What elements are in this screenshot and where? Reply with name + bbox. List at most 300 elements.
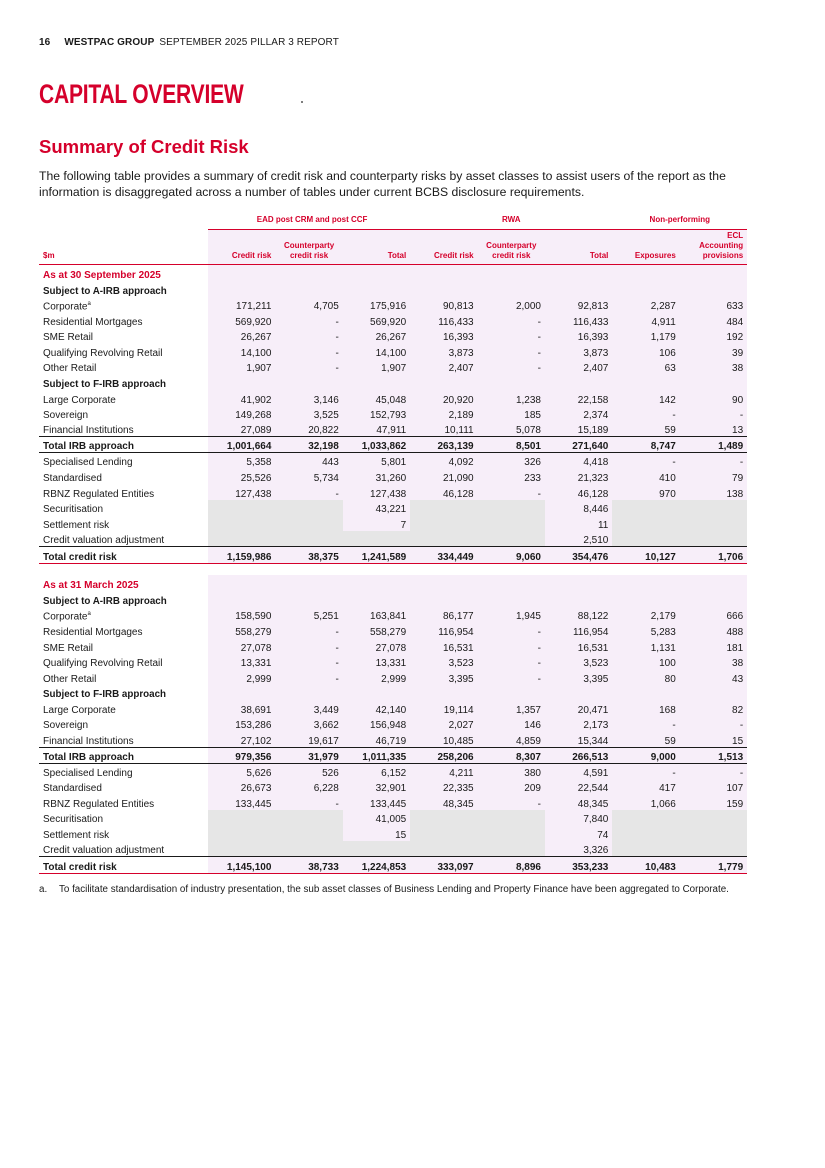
blank-cell bbox=[343, 575, 410, 591]
table-cell: 156,948 bbox=[343, 716, 410, 732]
blank-cell bbox=[545, 591, 612, 607]
blank-cell bbox=[545, 685, 612, 701]
na-cell bbox=[410, 531, 477, 547]
table-cell: 27,089 bbox=[208, 421, 275, 437]
table-cell: 6,152 bbox=[343, 763, 410, 779]
table-row bbox=[39, 468, 747, 484]
table-cell: 4,591 bbox=[545, 763, 612, 779]
table-cell: 13 bbox=[680, 421, 747, 437]
table-cell: 8,501 bbox=[478, 437, 545, 453]
na-cell bbox=[478, 531, 545, 547]
table-cell: 31,979 bbox=[275, 747, 342, 763]
na-cell bbox=[208, 515, 275, 531]
table-cell: 59 bbox=[612, 731, 679, 747]
table-cell: 3,523 bbox=[545, 654, 612, 670]
table-row bbox=[39, 794, 747, 810]
na-cell bbox=[680, 810, 747, 826]
table-row bbox=[39, 841, 747, 857]
na-cell bbox=[680, 531, 747, 547]
table-cell: 2,999 bbox=[343, 669, 410, 685]
table-cell: 488 bbox=[680, 622, 747, 638]
table-cell: 48,345 bbox=[410, 794, 477, 810]
table-cell: 181 bbox=[680, 638, 747, 654]
table-cell: 38,691 bbox=[208, 700, 275, 716]
blank-cell bbox=[275, 264, 342, 281]
blank-cell bbox=[208, 575, 275, 591]
table-cell: 1,224,853 bbox=[343, 857, 410, 874]
table-cell: 16,393 bbox=[545, 328, 612, 344]
table-cell: 116,954 bbox=[545, 622, 612, 638]
table-cell: 86,177 bbox=[410, 607, 477, 623]
na-cell bbox=[208, 810, 275, 826]
table-cell: 46,128 bbox=[545, 484, 612, 500]
table-cell: 1,513 bbox=[680, 747, 747, 763]
table-cell: 168 bbox=[612, 700, 679, 716]
table-cell: 74 bbox=[545, 825, 612, 841]
blank-cell bbox=[275, 281, 342, 297]
table-cell: 4,092 bbox=[410, 453, 477, 469]
table-cell: 163,841 bbox=[343, 607, 410, 623]
table-cell: 1,357 bbox=[478, 700, 545, 716]
table-cell: 4,418 bbox=[545, 453, 612, 469]
table-cell: 1,945 bbox=[478, 607, 545, 623]
row-label: Standardised bbox=[43, 472, 102, 484]
table-cell: 26,267 bbox=[343, 328, 410, 344]
table-cell: 14,100 bbox=[208, 343, 275, 359]
table-cell: 970 bbox=[612, 484, 679, 500]
table-cell: 133,445 bbox=[208, 794, 275, 810]
table-cell: 11 bbox=[545, 515, 612, 531]
row-label: Securitisation bbox=[43, 814, 104, 826]
row-label: Credit valuation adjustment bbox=[43, 845, 165, 857]
table-cell: - bbox=[478, 622, 545, 638]
table-cell: 38,375 bbox=[275, 546, 342, 563]
table-cell: - bbox=[478, 794, 545, 810]
table-cell: 43,221 bbox=[343, 500, 410, 516]
table-cell: 5,251 bbox=[275, 607, 342, 623]
table-cell: 3,873 bbox=[545, 343, 612, 359]
table-cell: 15 bbox=[680, 731, 747, 747]
table-cell: 43 bbox=[680, 669, 747, 685]
table-cell: 266,513 bbox=[545, 747, 612, 763]
decorative-dot bbox=[301, 101, 303, 103]
table-cell: 82 bbox=[680, 700, 747, 716]
table-cell: 2,287 bbox=[612, 297, 679, 313]
table-row bbox=[39, 343, 747, 359]
table-cell: - bbox=[275, 669, 342, 685]
table-cell: 3,146 bbox=[275, 390, 342, 406]
blank-cell bbox=[410, 591, 477, 607]
table-row bbox=[39, 500, 747, 516]
approach-row bbox=[39, 374, 747, 390]
row-label: Corporate$^a$ bbox=[43, 300, 91, 313]
na-cell bbox=[275, 825, 342, 841]
report-name: SEPTEMBER 2025 PILLAR 3 REPORT bbox=[159, 37, 339, 48]
table-cell: - bbox=[275, 343, 342, 359]
table-cell: 569,920 bbox=[208, 312, 275, 328]
table-cell: 5,283 bbox=[612, 622, 679, 638]
blank-cell bbox=[410, 281, 477, 297]
blank-cell bbox=[612, 264, 679, 281]
table-row bbox=[39, 638, 747, 654]
table-row bbox=[39, 763, 747, 779]
table-cell: - bbox=[275, 328, 342, 344]
blank-cell bbox=[680, 281, 747, 297]
na-cell bbox=[275, 500, 342, 516]
row-label: Sovereign bbox=[43, 410, 89, 422]
table-cell: - bbox=[478, 328, 545, 344]
table-cell: 666 bbox=[680, 607, 747, 623]
table-row bbox=[39, 312, 747, 328]
table-cell: 2,179 bbox=[612, 607, 679, 623]
blank-cell bbox=[545, 264, 612, 281]
col-ead-total: Total bbox=[343, 229, 410, 264]
table-cell: 7,840 bbox=[545, 810, 612, 826]
table-cell: 526 bbox=[275, 763, 342, 779]
na-cell bbox=[478, 825, 545, 841]
table-cell: 1,066 bbox=[612, 794, 679, 810]
table-cell: 4,859 bbox=[478, 731, 545, 747]
table-cell: 334,449 bbox=[410, 546, 477, 563]
approach-row-label: Subject to A-IRB approach bbox=[43, 595, 167, 607]
row-label: Qualifying Revolving Retail bbox=[43, 658, 163, 670]
table-cell: 5,626 bbox=[208, 763, 275, 779]
na-cell bbox=[612, 810, 679, 826]
table-cell: 146 bbox=[478, 716, 545, 732]
table-cell: - bbox=[275, 622, 342, 638]
group-header-row bbox=[39, 211, 747, 229]
na-cell bbox=[275, 515, 342, 531]
blank-cell bbox=[343, 591, 410, 607]
table-cell: 42,140 bbox=[343, 700, 410, 716]
table-cell: 38 bbox=[680, 654, 747, 670]
unit-header: $m bbox=[39, 229, 208, 264]
table-cell: 1,489 bbox=[680, 437, 747, 453]
table-cell: 48,345 bbox=[545, 794, 612, 810]
na-cell bbox=[410, 825, 477, 841]
table-cell: 1,011,335 bbox=[343, 747, 410, 763]
blank-cell bbox=[343, 281, 410, 297]
blank-cell bbox=[612, 374, 679, 390]
row-label: Corporate$^a$ bbox=[43, 611, 91, 623]
intro-paragraph: The following table provides a summary of credit risk and counterparty risks by asset classes to assist users of the report as the information is disaggregated across a number of tables under current BCBS disclosure requirements. bbox=[39, 169, 726, 199]
table-cell: 3,525 bbox=[275, 406, 342, 422]
credit-risk-table bbox=[39, 211, 747, 874]
na-cell bbox=[410, 841, 477, 857]
footnote-text: To facilitate standardisation of industry presentation, the sub asset classes of Business Lending and Property Finance have been aggregated to Corporate. bbox=[59, 884, 729, 895]
page-subtitle: Summary of Credit Risk bbox=[39, 136, 249, 157]
blank-cell bbox=[545, 374, 612, 390]
table-cell: 1,145,100 bbox=[208, 857, 275, 874]
group-ead: EAD post CRM and post CCF bbox=[208, 211, 410, 229]
table-cell: - bbox=[478, 359, 545, 375]
table-cell: - bbox=[275, 638, 342, 654]
table-cell: 4,911 bbox=[612, 312, 679, 328]
blank-cell bbox=[478, 264, 545, 281]
na-cell bbox=[208, 841, 275, 857]
table-cell: 5,358 bbox=[208, 453, 275, 469]
table-cell: 19,114 bbox=[410, 700, 477, 716]
table-cell: 233 bbox=[478, 468, 545, 484]
blank-cell bbox=[680, 575, 747, 591]
table-row bbox=[39, 716, 747, 732]
blank-cell bbox=[612, 281, 679, 297]
table-row bbox=[39, 747, 747, 763]
table-cell: 9,000 bbox=[612, 747, 679, 763]
table-cell: - bbox=[680, 453, 747, 469]
table-row bbox=[39, 297, 747, 313]
row-label: Total IRB approach bbox=[39, 437, 208, 453]
blank-cell bbox=[680, 591, 747, 607]
section-title: CAPITAL OVERVIEW bbox=[39, 79, 244, 109]
table-cell: 63 bbox=[612, 359, 679, 375]
approach-row-label: Subject to F-IRB approach bbox=[43, 689, 167, 701]
table-cell: 1,131 bbox=[612, 638, 679, 654]
blank-cell bbox=[275, 575, 342, 591]
table-cell: 47,911 bbox=[343, 421, 410, 437]
table-cell: 22,335 bbox=[410, 779, 477, 795]
blank-cell bbox=[478, 374, 545, 390]
na-cell bbox=[478, 841, 545, 857]
table-cell: 38 bbox=[680, 359, 747, 375]
table-cell: 5,801 bbox=[343, 453, 410, 469]
table-cell: 46,128 bbox=[410, 484, 477, 500]
group-non-performing: Non-performing bbox=[612, 211, 747, 229]
row-label: Specialised Lending bbox=[43, 457, 133, 469]
table-cell: 13,331 bbox=[343, 654, 410, 670]
table-cell: 410 bbox=[612, 468, 679, 484]
table-row bbox=[39, 437, 747, 453]
table-cell: 10,483 bbox=[612, 857, 679, 874]
table-cell: 171,211 bbox=[208, 297, 275, 313]
table-row bbox=[39, 607, 747, 623]
table-cell: 90,813 bbox=[410, 297, 477, 313]
table-row bbox=[39, 484, 747, 500]
table-cell: 1,779 bbox=[680, 857, 747, 874]
table-row bbox=[39, 531, 747, 547]
table-cell: 271,640 bbox=[545, 437, 612, 453]
table-row bbox=[39, 390, 747, 406]
na-cell bbox=[410, 810, 477, 826]
row-label: SME Retail bbox=[43, 642, 94, 654]
row-label: Financial Institutions bbox=[43, 425, 134, 437]
table-cell: 59 bbox=[612, 421, 679, 437]
table-cell: 443 bbox=[275, 453, 342, 469]
table-cell: 3,449 bbox=[275, 700, 342, 716]
table-cell: 20,822 bbox=[275, 421, 342, 437]
period-row bbox=[39, 264, 747, 281]
table-cell: 2,999 bbox=[208, 669, 275, 685]
table-cell: 22,158 bbox=[545, 390, 612, 406]
footnote-marker: a bbox=[87, 300, 91, 307]
table-cell: 149,268 bbox=[208, 406, 275, 422]
table-cell: 2,510 bbox=[545, 531, 612, 547]
table-cell: 32,198 bbox=[275, 437, 342, 453]
blank-cell bbox=[275, 591, 342, 607]
table-cell: 7 bbox=[343, 515, 410, 531]
na-cell bbox=[343, 841, 410, 857]
blank-cell bbox=[680, 374, 747, 390]
table-cell: 106 bbox=[612, 343, 679, 359]
table-cell: 484 bbox=[680, 312, 747, 328]
table-cell: 1,001,664 bbox=[208, 437, 275, 453]
table-cell: - bbox=[478, 484, 545, 500]
table-row bbox=[39, 779, 747, 795]
table-cell: 152,793 bbox=[343, 406, 410, 422]
table-cell: 158,590 bbox=[208, 607, 275, 623]
row-label: Total credit risk bbox=[39, 857, 208, 874]
table-cell: 2,374 bbox=[545, 406, 612, 422]
table-cell: 16,393 bbox=[410, 328, 477, 344]
col-ead-credit-risk: Credit risk bbox=[208, 229, 275, 264]
na-cell bbox=[680, 515, 747, 531]
table-cell: 41,005 bbox=[343, 810, 410, 826]
na-cell bbox=[478, 500, 545, 516]
approach-row bbox=[39, 281, 747, 297]
table-cell: 326 bbox=[478, 453, 545, 469]
table-row bbox=[39, 810, 747, 826]
col-rwa-credit-risk: Credit risk bbox=[410, 229, 477, 264]
table-cell: 380 bbox=[478, 763, 545, 779]
table-cell: - bbox=[478, 654, 545, 670]
table-cell: 4,211 bbox=[410, 763, 477, 779]
table-cell: 107 bbox=[680, 779, 747, 795]
table-cell: - bbox=[612, 763, 679, 779]
blank-cell bbox=[478, 591, 545, 607]
table-cell: 133,445 bbox=[343, 794, 410, 810]
table-cell: 185 bbox=[478, 406, 545, 422]
table-cell: - bbox=[275, 312, 342, 328]
footnote-label: a. bbox=[39, 884, 48, 895]
row-label: Specialised Lending bbox=[43, 767, 133, 779]
table-row bbox=[39, 406, 747, 422]
table-cell: 1,179 bbox=[612, 328, 679, 344]
table-cell: - bbox=[612, 406, 679, 422]
table-cell: - bbox=[680, 763, 747, 779]
row-label: Credit valuation adjustment bbox=[43, 534, 165, 546]
table-cell: 127,438 bbox=[208, 484, 275, 500]
table-cell: 1,706 bbox=[680, 546, 747, 563]
blank-cell bbox=[680, 685, 747, 701]
table-body bbox=[39, 264, 747, 874]
table-cell: 45,048 bbox=[343, 390, 410, 406]
group-rwa: RWA bbox=[410, 211, 612, 229]
table-cell: 138 bbox=[680, 484, 747, 500]
table-cell: 1,907 bbox=[208, 359, 275, 375]
table-cell: 153,286 bbox=[208, 716, 275, 732]
table-cell: 6,228 bbox=[275, 779, 342, 795]
table-cell: 4,705 bbox=[275, 297, 342, 313]
na-cell bbox=[478, 810, 545, 826]
blank-cell bbox=[275, 685, 342, 701]
spacer-row bbox=[39, 563, 747, 575]
table-cell: 92,813 bbox=[545, 297, 612, 313]
footnote bbox=[39, 884, 749, 896]
blank-cell bbox=[208, 264, 275, 281]
na-cell bbox=[612, 825, 679, 841]
table-cell: 31,260 bbox=[343, 468, 410, 484]
table-cell: 15 bbox=[343, 825, 410, 841]
blank-cell bbox=[343, 264, 410, 281]
table-cell: 159 bbox=[680, 794, 747, 810]
na-cell bbox=[612, 841, 679, 857]
na-cell bbox=[680, 500, 747, 516]
table-cell: 558,279 bbox=[343, 622, 410, 638]
table-cell: 15,344 bbox=[545, 731, 612, 747]
table-row bbox=[39, 546, 747, 563]
table-cell: - bbox=[478, 312, 545, 328]
table-cell: 209 bbox=[478, 779, 545, 795]
na-cell bbox=[612, 500, 679, 516]
blank-cell bbox=[545, 281, 612, 297]
table-row bbox=[39, 622, 747, 638]
na-cell bbox=[208, 825, 275, 841]
blank-cell bbox=[478, 575, 545, 591]
row-label: Large Corporate bbox=[43, 704, 116, 716]
table-cell: 27,078 bbox=[343, 638, 410, 654]
blank-cell bbox=[478, 685, 545, 701]
row-label: Securitisation bbox=[43, 504, 104, 516]
blank-cell bbox=[612, 685, 679, 701]
table-cell: 22,544 bbox=[545, 779, 612, 795]
approach-row bbox=[39, 685, 747, 701]
table-cell: 3,873 bbox=[410, 343, 477, 359]
table-cell: 16,531 bbox=[545, 638, 612, 654]
table-cell: 2,407 bbox=[410, 359, 477, 375]
blank-cell bbox=[410, 685, 477, 701]
table-cell: 80 bbox=[612, 669, 679, 685]
period-row bbox=[39, 575, 747, 591]
table-cell: 353,233 bbox=[545, 857, 612, 874]
table-cell: 19,617 bbox=[275, 731, 342, 747]
table-cell: 26,267 bbox=[208, 328, 275, 344]
table-cell: 258,206 bbox=[410, 747, 477, 763]
table-cell: - bbox=[275, 794, 342, 810]
table-cell: 3,662 bbox=[275, 716, 342, 732]
footnote-marker: a bbox=[87, 611, 91, 618]
table-cell: 333,097 bbox=[410, 857, 477, 874]
table-cell: 41,902 bbox=[208, 390, 275, 406]
table-cell: 46,719 bbox=[343, 731, 410, 747]
table-cell: 979,356 bbox=[208, 747, 275, 763]
table-cell: 1,033,862 bbox=[343, 437, 410, 453]
table-row bbox=[39, 328, 747, 344]
table-cell: 633 bbox=[680, 297, 747, 313]
table-cell: 38,733 bbox=[275, 857, 342, 874]
period-row-label: As at 30 September 2025 bbox=[43, 270, 161, 281]
blank-cell bbox=[410, 374, 477, 390]
row-label: RBNZ Regulated Entities bbox=[43, 798, 155, 810]
table-cell: 569,920 bbox=[343, 312, 410, 328]
blank-cell bbox=[680, 264, 747, 281]
table-cell: 354,476 bbox=[545, 546, 612, 563]
table-cell: 14,100 bbox=[343, 343, 410, 359]
table-cell: 25,526 bbox=[208, 468, 275, 484]
na-cell bbox=[680, 825, 747, 841]
table-row bbox=[39, 421, 747, 437]
table-cell: - bbox=[612, 453, 679, 469]
row-label: Other Retail bbox=[43, 673, 97, 685]
blank-cell bbox=[208, 281, 275, 297]
row-label: Other Retail bbox=[43, 363, 97, 375]
table-row bbox=[39, 359, 747, 375]
table-cell: 10,111 bbox=[410, 421, 477, 437]
table-row bbox=[39, 857, 747, 874]
running-header bbox=[39, 37, 339, 48]
table-cell: 8,307 bbox=[478, 747, 545, 763]
row-label: Sovereign bbox=[43, 720, 89, 732]
table-cell: 88,122 bbox=[545, 607, 612, 623]
